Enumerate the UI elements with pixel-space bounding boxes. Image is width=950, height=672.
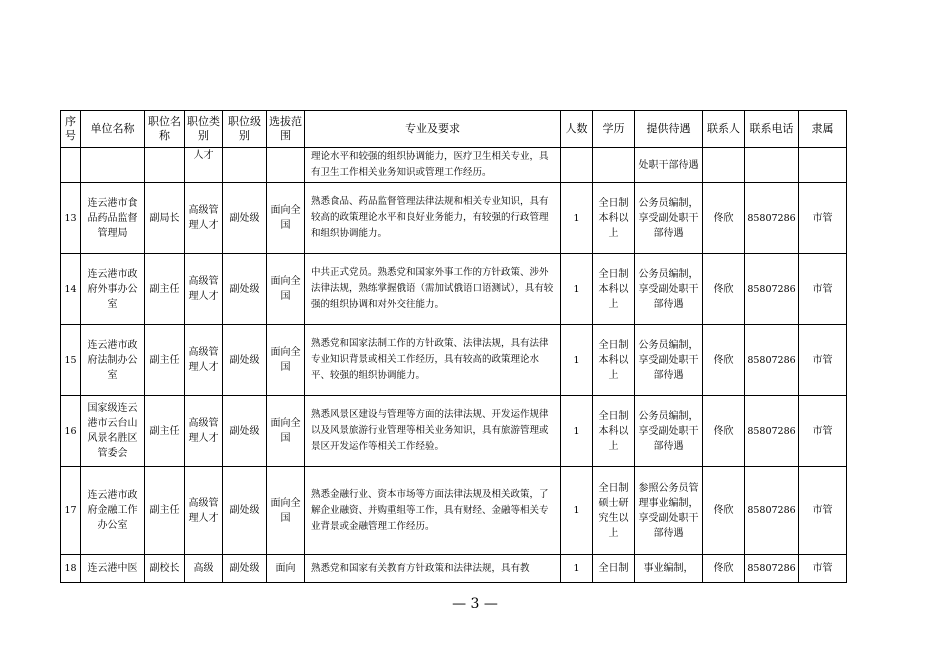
table-row (61, 396, 847, 467)
header-cell: 职位名称 (145, 111, 185, 148)
cell-level: 副处级 (223, 254, 267, 325)
cell-position: 副主任 (145, 467, 185, 555)
cell-count: 1 (561, 183, 593, 254)
table-row (61, 148, 847, 183)
cell-phone: 85807286 (745, 396, 799, 467)
cell-level: 副处级 (223, 396, 267, 467)
cell-contact (703, 148, 745, 183)
cell-num: 18 (61, 555, 81, 583)
cell-category: 高级管理人才 (185, 467, 223, 555)
cell-level (223, 148, 267, 183)
table-row (61, 467, 847, 555)
cell-num: 15 (61, 325, 81, 396)
cell-num (61, 148, 81, 183)
cell-category: 高级管理人才 (185, 254, 223, 325)
header-cell: 联系人 (703, 111, 745, 148)
cell-scope: 面向全国 (267, 325, 305, 396)
cell-num: 17 (61, 467, 81, 555)
cell-requirements: 熟悉食品、药品监督管理法律法规和相关专业知识，具有较高的政策理论水平和良好业务能力，有较强的行政管理和组织协调能力。 (305, 183, 561, 254)
cell-count: 1 (561, 254, 593, 325)
cell-belong: 市管 (799, 396, 847, 467)
cell-education: 全日制 (593, 555, 635, 583)
cell-education: 全日制本科以上 (593, 254, 635, 325)
header-cell: 人数 (561, 111, 593, 148)
cell-benefit: 处职干部待遇 (635, 148, 703, 183)
cell-scope (267, 148, 305, 183)
cell-requirements: 中共正式党员。熟悉党和国家外事工作的方针政策、涉外法律法规，熟练掌握俄语（需加试俄语口语测试），具有较强的组织协调和对外交往能力。 (305, 254, 561, 325)
cell-scope: 面向全国 (267, 183, 305, 254)
cell-requirements: 理论水平和较强的组织协调能力，医疗卫生相关专业，具有卫生工作相关业务知识或管理工作经历。 (305, 148, 561, 183)
cell-benefit: 公务员编制，享受副处职干部待遇 (635, 325, 703, 396)
table-row (61, 254, 847, 325)
cell-requirements: 熟悉金融行业、资本市场等方面法律法规及相关政策，了解企业融资、并购重组等工作，具有财经、金融等相关专业背景或金融管理工作经历。 (305, 467, 561, 555)
cell-category: 高级管理人才 (185, 396, 223, 467)
cell-num: 16 (61, 396, 81, 467)
header-cell: 联系电话 (745, 111, 799, 148)
cell-unit: 连云港市政府金融工作办公室 (81, 467, 145, 555)
cell-belong: 市管 (799, 254, 847, 325)
cell-position: 副主任 (145, 254, 185, 325)
cell-education: 全日制硕士研究生以上 (593, 467, 635, 555)
cell-unit: 连云港市政府外事办公室 (81, 254, 145, 325)
cell-unit: 连云港中医 (81, 555, 145, 583)
cell-requirements: 熟悉风景区建设与管理等方面的法律法规、开发运作规律以及风景旅游行业管理等相关业务知识，具有旅游管理或景区开发运作等相关工作经验。 (305, 396, 561, 467)
cell-level: 副处级 (223, 183, 267, 254)
cell-requirements: 熟悉党和国家有关教育方针政策和法律法规，具有教 (305, 555, 561, 583)
cell-scope: 面向 (267, 555, 305, 583)
cell-level: 副处级 (223, 325, 267, 396)
recruitment-table (60, 110, 847, 583)
cell-position: 副校长 (145, 555, 185, 583)
cell-phone: 85807286 (745, 555, 799, 583)
cell-benefit: 公务员编制，享受副处职干部待遇 (635, 254, 703, 325)
header-row (61, 111, 847, 148)
cell-phone: 85807286 (745, 254, 799, 325)
cell-benefit: 事业编制， (635, 555, 703, 583)
cell-phone (745, 148, 799, 183)
header-cell: 专业及要求 (305, 111, 561, 148)
cell-count: 1 (561, 467, 593, 555)
cell-level: 副处级 (223, 467, 267, 555)
header-cell: 选拔范围 (267, 111, 305, 148)
table-row (61, 183, 847, 254)
cell-scope: 面向全国 (267, 254, 305, 325)
cell-category: 高级管理人才 (185, 183, 223, 254)
cell-unit: 连云港市政府法制办公室 (81, 325, 145, 396)
cell-count (561, 148, 593, 183)
cell-phone: 85807286 (745, 467, 799, 555)
cell-benefit: 参照公务员管理事业编制，享受副处职干部待遇 (635, 467, 703, 555)
cell-contact: 佟欣 (703, 183, 745, 254)
cell-position: 副主任 (145, 396, 185, 467)
cell-position: 副局长 (145, 183, 185, 254)
cell-position: 副主任 (145, 325, 185, 396)
cell-contact: 佟欣 (703, 467, 745, 555)
cell-unit: 连云港市食品药品监督管理局 (81, 183, 145, 254)
cell-phone: 85807286 (745, 325, 799, 396)
header-cell: 职位级别 (223, 111, 267, 148)
cell-contact: 佟欣 (703, 396, 745, 467)
cell-category: 高级管理人才 (185, 325, 223, 396)
header-cell: 提供待遇 (635, 111, 703, 148)
header-cell: 序号 (61, 111, 81, 148)
cell-belong (799, 148, 847, 183)
header-cell: 单位名称 (81, 111, 145, 148)
cell-belong: 市管 (799, 325, 847, 396)
page-number: — 3 — (452, 596, 498, 612)
cell-contact: 佟欣 (703, 555, 745, 583)
cell-count: 1 (561, 555, 593, 583)
cell-level: 副处级 (223, 555, 267, 583)
cell-benefit: 公务员编制，享受副处职干部待遇 (635, 183, 703, 254)
cell-count: 1 (561, 325, 593, 396)
cell-education: 全日制本科以上 (593, 183, 635, 254)
cell-scope: 面向全国 (267, 467, 305, 555)
cell-education: 全日制本科以上 (593, 325, 635, 396)
header-cell: 职位类别 (185, 111, 223, 148)
cell-unit: 国家级连云港市云台山风景名胜区管委会 (81, 396, 145, 467)
cell-education: 全日制本科以上 (593, 396, 635, 467)
table-row (61, 325, 847, 396)
cell-phone: 85807286 (745, 183, 799, 254)
table-row (61, 555, 847, 583)
cell-category: 高级 (185, 555, 223, 583)
cell-scope: 面向全国 (267, 396, 305, 467)
cell-belong: 市管 (799, 183, 847, 254)
cell-contact: 佟欣 (703, 325, 745, 396)
cell-benefit: 公务员编制，享受副处职干部待遇 (635, 396, 703, 467)
cell-requirements: 熟悉党和国家法制工作的方针政策、法律法规，具有法律专业知识背景或相关工作经历，具有较高的政策理论水平、较强的组织协调能力。 (305, 325, 561, 396)
cell-num: 14 (61, 254, 81, 325)
header-cell: 学历 (593, 111, 635, 148)
cell-position (145, 148, 185, 183)
cell-education (593, 148, 635, 183)
cell-belong: 市管 (799, 467, 847, 555)
cell-num: 13 (61, 183, 81, 254)
cell-unit (81, 148, 145, 183)
cell-contact: 佟欣 (703, 254, 745, 325)
header-cell: 隶属 (799, 111, 847, 148)
cell-count: 1 (561, 396, 593, 467)
cell-belong: 市管 (799, 555, 847, 583)
cell-category: 人才 (185, 148, 223, 183)
